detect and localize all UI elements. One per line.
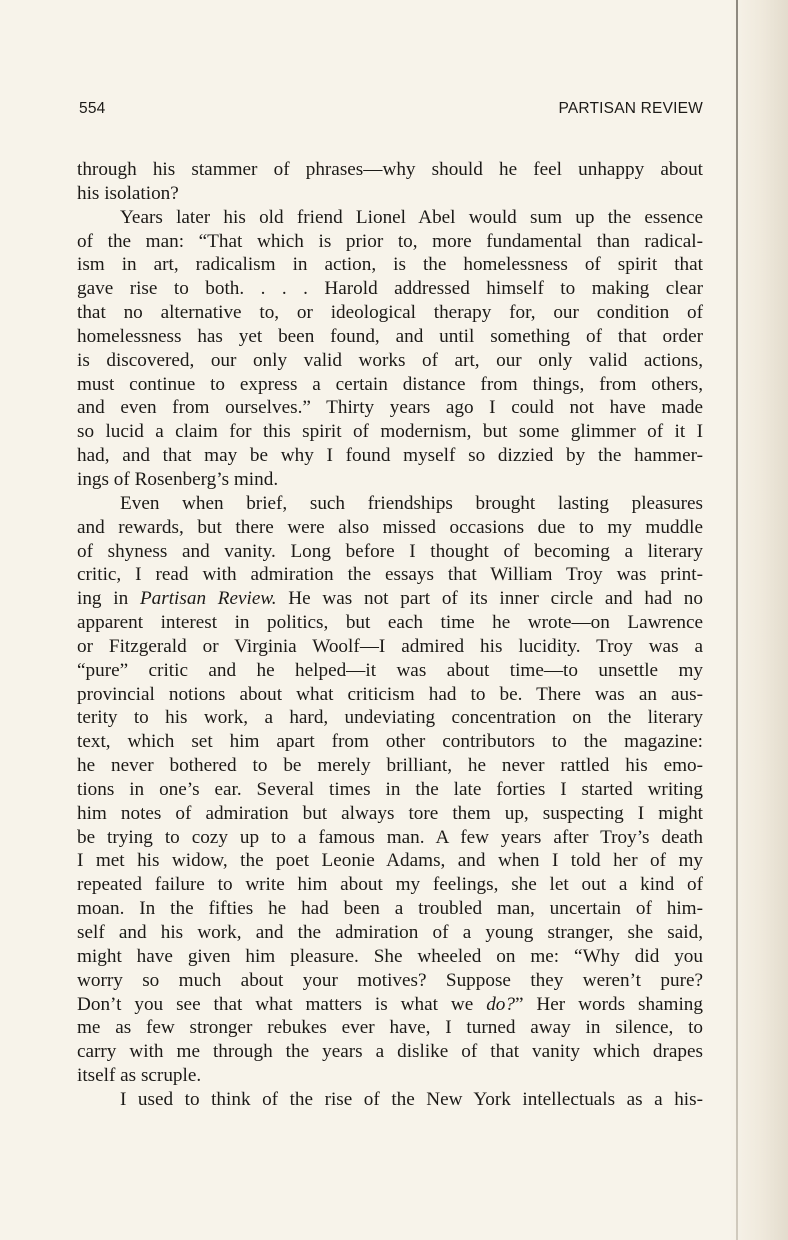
text-line	[77, 635, 703, 659]
text-segment: that no alternative to, or ideological therapy for, our condition of	[77, 302, 703, 324]
text-segment: carry with me through the years a dislike of that vanity which drapes	[77, 1041, 703, 1063]
text-segment: ism in art, radicalism in action, is the homelessness of spirit that	[77, 254, 703, 276]
text-segment: Years later his old friend Lionel Abel would sum up the essence	[120, 206, 703, 228]
text-segment: must continue to express a certain distance from things, from others,	[77, 373, 703, 395]
text-line	[77, 730, 703, 754]
text-segment: him notes of admiration but always tore them up, suspecting I might	[77, 802, 703, 824]
text-segment: moan. In the fifties he had been a troubled man, uncertain of him-	[77, 898, 703, 920]
text-segment: self and his work, and the admiration of a young stranger, she said,	[77, 922, 703, 943]
text-line	[77, 611, 703, 635]
book-spine-edge	[736, 0, 738, 1240]
text-line	[77, 921, 703, 945]
text-line	[77, 396, 703, 420]
text-line	[77, 849, 703, 873]
text-segment: his isolation?	[77, 182, 179, 204]
text-segment: he never bothered to be merely brilliant, he never rattled his emo-	[77, 755, 703, 777]
text-segment: Even when brief, such friendships brought lasting pleasures	[120, 492, 703, 514]
text-segment: is discovered, our only valid works of art, our only valid actions,	[77, 349, 703, 371]
text-segment: gave rise to both. . . . Harold addressed himself to making clear	[77, 278, 703, 300]
text-line	[77, 826, 703, 850]
text-segment: so lucid a claim for this spirit of modernism, but some glimmer of it I	[77, 421, 703, 443]
text-line	[77, 993, 703, 1017]
text-line	[77, 1016, 703, 1040]
text-segment: critic, I read with admiration the essays that William Troy was print-	[77, 564, 703, 586]
text-segment: worry so much about your motives? Suppose they weren’t pure?	[77, 969, 703, 991]
page-edge-shadow	[730, 0, 788, 1240]
text-line	[77, 706, 703, 730]
page-number: 554	[79, 100, 106, 117]
text-line	[77, 253, 703, 277]
text-segment: Don’t you see that what matters is what we	[77, 993, 487, 1015]
text-segment: I met his widow, the poet Leonie Adams, and when I told her of my	[77, 850, 703, 872]
text-segment: He was not part of its inner circle and had no	[276, 588, 703, 610]
text-segment: of shyness and vanity. Long before I thought of becoming a literary	[77, 540, 703, 562]
text-line	[77, 897, 703, 921]
text-segment: tions in one’s ear. Several times in the late forties I started writing	[77, 778, 703, 800]
text-segment: apparent interest in politics, but each time he wrote—on Lawrence	[77, 612, 703, 634]
text-segment: itself as scruple.	[77, 1065, 202, 1087]
text-segment: repeated failure to write him about my feelings, she let out a kind of	[77, 874, 703, 896]
text-line	[77, 1088, 703, 1112]
page-header	[79, 100, 703, 122]
text-segment: and rewards, but there were also missed occasions due to my muddle	[77, 516, 703, 538]
body-text	[77, 158, 703, 1112]
text-line	[77, 206, 703, 230]
text-line	[77, 778, 703, 802]
text-line	[77, 587, 703, 611]
text-line	[77, 301, 703, 325]
text-line	[77, 683, 703, 707]
text-line	[77, 563, 703, 587]
text-segment: ing in	[77, 588, 140, 610]
text-line	[77, 373, 703, 397]
text-segment: me as few stronger rebukes ever have, I turned away in silence, to	[77, 1017, 703, 1039]
text-line	[77, 1064, 703, 1088]
italic-text: Partisan Review.	[139, 588, 277, 610]
text-line	[77, 659, 703, 683]
text-segment: and even from ourselves.” Thirty years ago I could not have made	[77, 397, 703, 419]
text-segment: provincial notions about what criticism had to be. There was an aus-	[77, 683, 703, 705]
text-segment: or Fitzgerald or Virginia Woolf—I admired his lucidity. Troy was a	[77, 635, 703, 657]
text-line	[77, 349, 703, 373]
text-segment: text, which set him apart from other contributors to the magazine:	[77, 731, 703, 753]
text-line	[77, 516, 703, 540]
text-segment: be trying to cozy up to a famous man. A few years after Troy’s death	[77, 826, 703, 848]
text-line	[77, 158, 703, 182]
text-segment: of the man: “That which is prior to, more fundamental than radical-	[77, 230, 703, 252]
text-segment: had, and that may be why I found myself so dizzied by the hammer-	[77, 445, 703, 467]
text-line	[77, 1040, 703, 1064]
text-line	[77, 182, 703, 206]
text-line	[77, 945, 703, 969]
text-line	[77, 492, 703, 516]
text-line	[77, 802, 703, 826]
text-line	[77, 420, 703, 444]
text-segment: I used to think of the rise of the New York intellectuals as a his-	[120, 1088, 703, 1110]
text-line	[77, 230, 703, 254]
text-segment: homelessness has yet been found, and until something of that order	[77, 325, 703, 347]
text-segment: ” Her words shaming	[514, 993, 703, 1015]
text-line	[77, 873, 703, 897]
text-line	[77, 540, 703, 564]
text-segment: terity to his work, a hard, undeviating concentration on the literary	[77, 707, 703, 729]
text-segment: ings of Rosenberg’s mind.	[77, 468, 279, 490]
text-line	[77, 325, 703, 349]
text-segment: through his stammer of phrases—why should he feel unhappy about	[77, 159, 703, 180]
text-segment: might have given him pleasure. She wheeled on me: “Why did you	[77, 945, 703, 967]
text-line	[77, 969, 703, 993]
text-line	[77, 277, 703, 301]
text-line	[77, 754, 703, 778]
italic-text: do?	[486, 993, 515, 1015]
text-segment: “pure” critic and he helped—it was about time—to unsettle my	[77, 659, 703, 681]
text-line	[77, 444, 703, 468]
text-line	[77, 468, 703, 492]
running-head: PARTISAN REVIEW	[558, 100, 703, 117]
